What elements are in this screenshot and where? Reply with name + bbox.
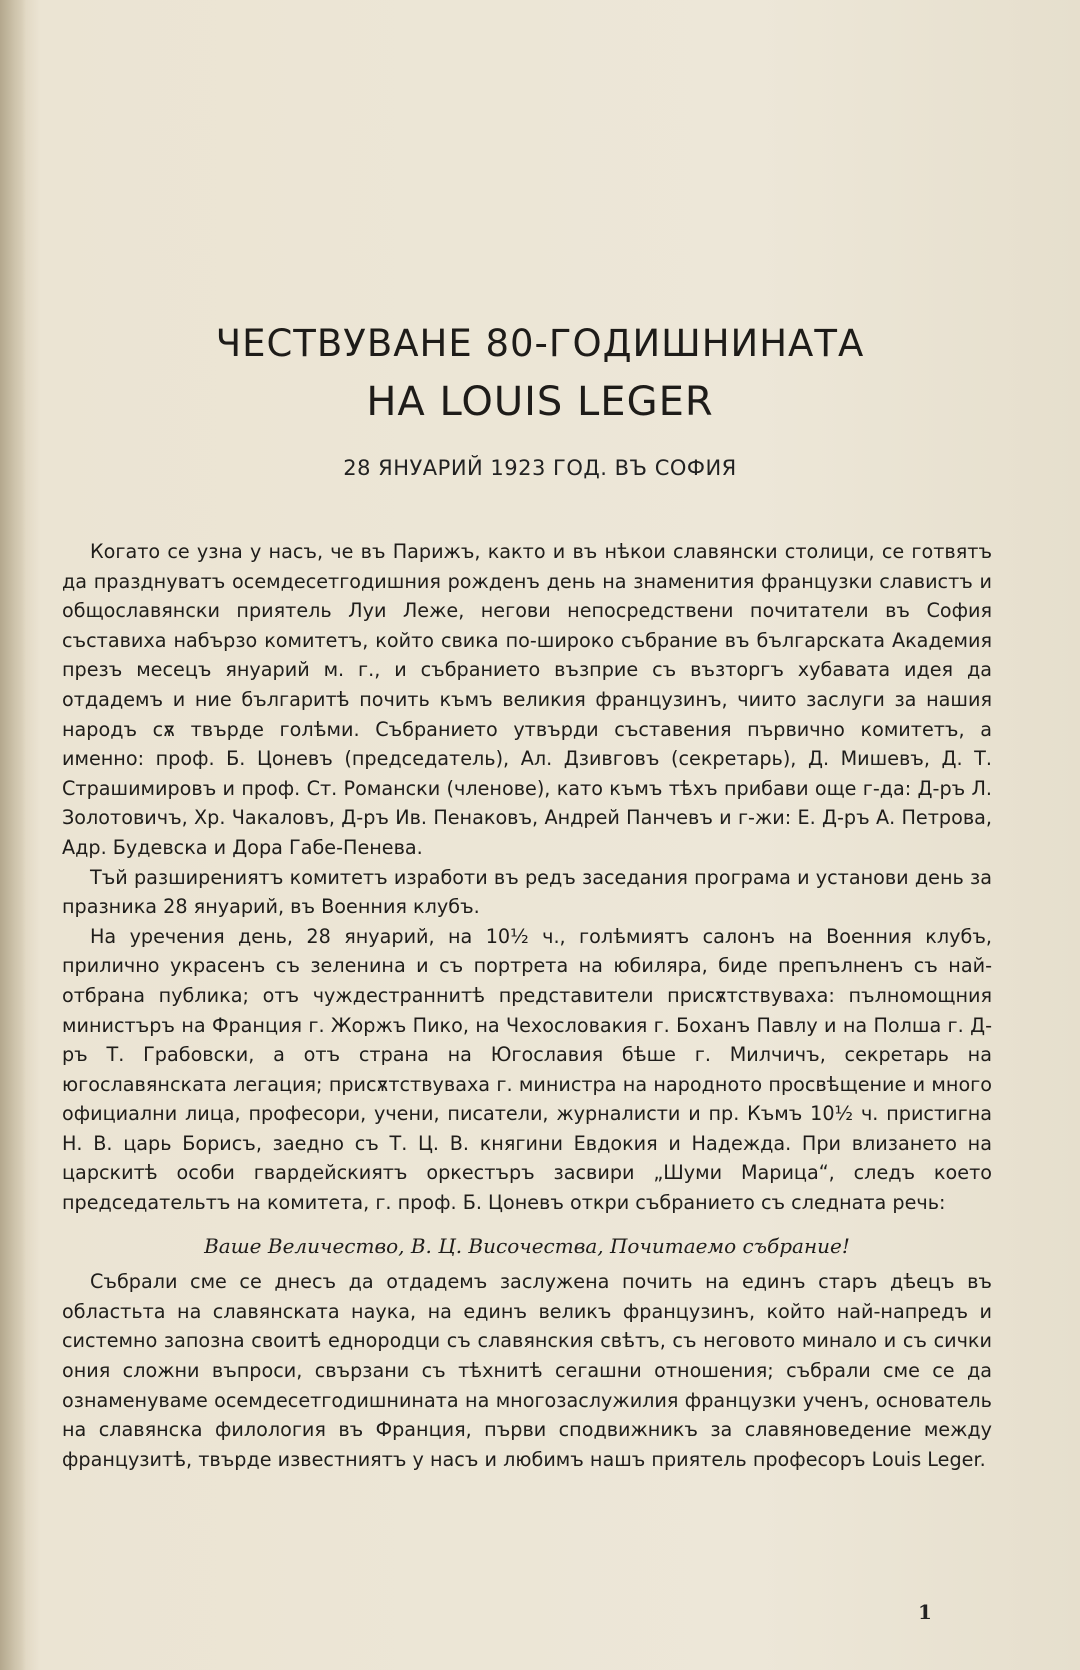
page-number: 1 <box>918 1600 932 1624</box>
title-line-1: ЧЕСТВУВАНЕ 80-ГОДИШНИНАТА <box>215 322 865 365</box>
title-line-2: НА LOUIS LEGER <box>366 379 714 425</box>
book-spine-shadow <box>0 0 26 1670</box>
article-body <box>62 537 992 1474</box>
paragraph-2: Тъй разширениятъ комитетъ изработи въ редъ заседания програма и установи день за празника 28 януарий, въ Военния клубъ. <box>62 865 992 919</box>
subtitle-date: 28 ЯНУАРИЙ 1923 ГОД. ВЪ СОФИЯ <box>343 456 737 480</box>
speech-paragraph: Събрали сме се днесъ да отдадемъ заслужена почить на единъ старъ дѣецъ въ областьта на славянската наука, на единъ великъ французинъ, който най-напредъ и системно запозна своитѣ еднородци съ славянския свѣтъ, съ неговото минало и съ сички ония сложни въпроси, свързани съ тѣхнитѣ сегашни отношения; събрали сме се да ознаменуваме осемдесетгодишнината на многозаслужилия французки ученъ, основатель на славянска филология въ Франция, първи сподвижникъ за славяноведение между французитѣ, твърде известниятъ у насъ и любимъ нашъ приятель професоръ Louis Leger. <box>62 1270 992 1471</box>
paragraph-1: Когато се узна у насъ, че въ Парижъ, както и въ нѣкои славянски столици, се готвятъ да празднуватъ осемдесетгодишния рожденъ день на знаменития французки славистъ и общославянски приятель Луи Леже, негови непосредствени почитатели въ София съставиха набързо комитетъ, който свика по-широко събрание въ българската Академия презъ месецъ януарий м. г., и събранието възприе съ възторгъ хубавата идея да отдадемъ и ние българитѣ почить къмъ великия французинъ, чиито заслуги за нашия народъ сѫ твърде голѣми. Събранието утвърди съставения първично комитетъ, а именно: проф. Б. Цоневъ (председатель), Ал. Дзивговъ (секретарь), Д. Мишевъ, Д. Т. Страшимировъ и проф. Ст. Романски (членове), като къмъ тѣхъ прибави още г-да: Д-ръ Л. Золотовичъ, Хр. Чакаловъ, Д-ръ Ив. Пенаковъ, Андрей Панчевъ и г-жи: Е. Д-ръ А. Петрова, Адр. Будевска и Дора Габе-Пенева. <box>62 540 992 859</box>
paragraph-3: На уречения день, 28 януарий, на 10½ ч., голѣмиятъ салонъ на Военния клубъ, прилично украсенъ съ зеленина и съ портрета на юбиляра, биде препълненъ съ най-отбрана публика; отъ чуждестраннитѣ представители присѫтствуваха: пълномощния министъръ на Франция г. Жоржъ Пико, на Чехословакия г. Боханъ Павлу и на Полша г. Д-ръ Т. Грабовски, а отъ страна на Югославия бѣше г. Милчичъ, секретарь на югославянската легация; присѫтствуваха г. министра на народното просвѣщение и много официални лица, професори, учени, писатели, журналисти и пр. Къмъ 10½ ч. пристигна Н. В. царь Борисъ, заедно съ Т. Ц. В. княгини Евдокия и Надежда. При влизането на царскитѣ особи гвардейскиятъ оркестъръ засвири „Шуми Марица“, следъ което председательтъ на комитета, г. проф. Б. Цоневъ откри събранието съ следната речь: <box>62 924 992 1215</box>
speech-greeting: Ваше Величество, В. Ц. Височества, Почитаемо събрание! <box>204 1233 850 1258</box>
